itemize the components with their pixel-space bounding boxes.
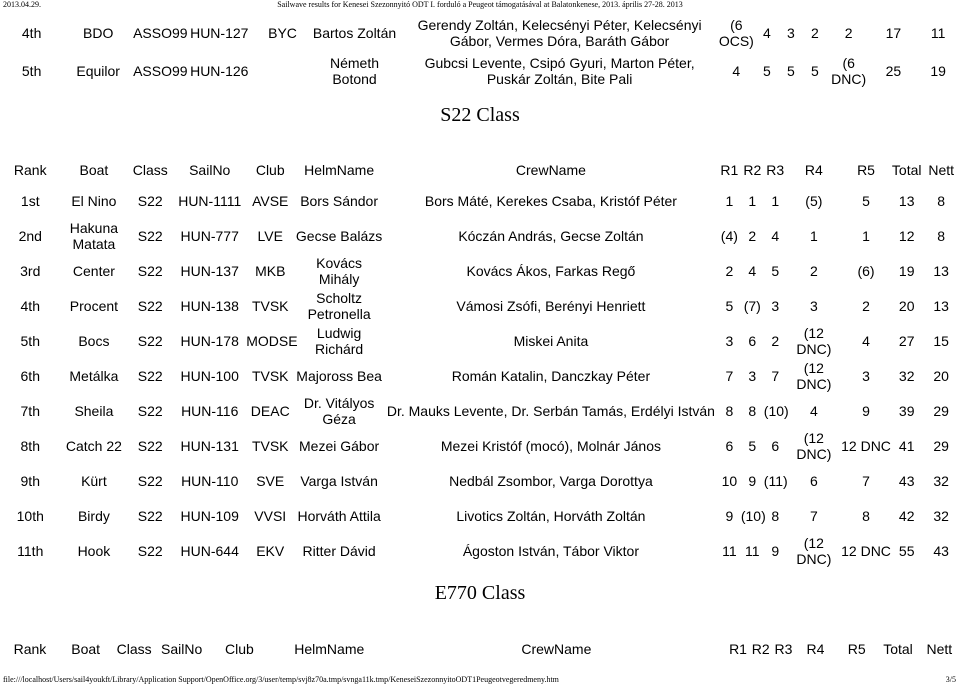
cell-helm: Ludwig Richárd: [314, 324, 364, 357]
cell-r2: 4: [762, 25, 771, 41]
cell-nett: 8: [937, 192, 946, 209]
col-rank: Rank: [13, 641, 47, 657]
cell-club: SVE: [256, 472, 285, 489]
cell-crew: Nedbál Zsombor, Varga Dorottya: [449, 472, 653, 489]
cell-boat: Hakuna Matata: [69, 219, 119, 252]
previous-class-table: [0, 14, 960, 90]
cell-r4: 2: [810, 25, 819, 41]
cell-nett: 15: [933, 332, 949, 349]
cell-rank: 2nd: [18, 227, 42, 244]
cell-helm: Majoross Bea: [296, 367, 382, 384]
cell-rank: 4th: [20, 297, 40, 314]
cell-nett: 32: [933, 472, 949, 489]
cell-boat: Equilor: [76, 63, 120, 79]
cell-club: AVSE: [252, 192, 289, 209]
cell-r2: 2: [748, 227, 757, 244]
cell-r3: 3: [771, 297, 780, 314]
cell-nett: 32: [933, 507, 949, 524]
cell-crew: Kovács Ákos, Farkas Regő: [466, 262, 636, 279]
cell-r1: (4): [720, 227, 738, 244]
s22-header-row: [0, 157, 960, 183]
cell-r4: 1: [809, 227, 818, 244]
cell-class: S22: [137, 507, 163, 524]
cell-sailno: HUN-1111: [178, 192, 242, 209]
cell-r4: (12 DNC): [796, 359, 832, 392]
cell-sailno: HUN-127: [190, 25, 249, 41]
cell-boat: Procent: [69, 297, 119, 314]
table-row: [0, 253, 960, 288]
cell-total: 43: [898, 472, 915, 489]
cell-r4: 4: [809, 402, 818, 419]
cell-sailno: HUN-137: [180, 262, 239, 279]
cell-r2: (10): [740, 507, 766, 524]
cell-rank: 4th: [21, 25, 42, 41]
s22-class-title: S22 Class: [440, 104, 520, 126]
cell-nett: 19: [930, 63, 946, 79]
cell-r2: 1: [748, 192, 757, 209]
cell-sailno: HUN-131: [180, 437, 239, 454]
table-row: [0, 358, 960, 393]
cell-sailno: HUN-644: [180, 542, 239, 559]
col-rank: Rank: [13, 162, 47, 178]
cell-boat: Sheila: [74, 402, 114, 419]
cell-total: 12: [898, 227, 915, 244]
cell-boat: BDO: [83, 25, 114, 41]
col-club: Club: [255, 162, 285, 178]
cell-helm: Németh Botond: [330, 55, 380, 87]
cell-helm: Dr. Vitályos Géza: [303, 394, 375, 427]
cell-boat: El Nino: [71, 192, 117, 209]
cell-r5: (6 DNC): [831, 55, 867, 87]
cell-total: 13: [898, 192, 915, 209]
cell-r2: 5: [748, 437, 757, 454]
cell-rank: 7th: [20, 402, 40, 419]
cell-total: 41: [898, 437, 915, 454]
cell-r1: 3: [725, 332, 734, 349]
cell-boat: Metálka: [69, 367, 119, 384]
cell-nett: 43: [933, 542, 949, 559]
cell-r3: 2: [771, 332, 780, 349]
cell-helm: Ritter Dávid: [302, 542, 376, 559]
cell-r1: 7: [725, 367, 734, 384]
page-number: 3/5: [945, 675, 956, 684]
cell-total: 55: [898, 542, 915, 559]
cell-r4: (12 DNC): [796, 324, 832, 357]
table-row: [0, 183, 960, 218]
cell-nett: 29: [933, 437, 949, 454]
cell-r1: 5: [725, 297, 734, 314]
cell-sailno: HUN-116: [181, 402, 239, 419]
cell-r2: 5: [762, 63, 771, 79]
cell-class: S22: [137, 472, 163, 489]
cell-rank: 5th: [20, 332, 40, 349]
cell-crew: Gerendy Zoltán, Kelecsényi Péter, Kelecsényi Gábor, Vermes Dóra, Baráth Gábor: [417, 17, 702, 49]
cell-crew: Livotics Zoltán, Horváth Zoltán: [456, 507, 646, 524]
cell-sailno: HUN-138: [180, 297, 239, 314]
cell-r1: 9: [725, 507, 734, 524]
cell-r3: (11): [763, 472, 788, 489]
table-row: [0, 288, 960, 323]
col-class: Class: [132, 162, 168, 178]
cell-club: MODSE: [246, 332, 298, 349]
table-row: [0, 463, 960, 498]
cell-sailno: HUN-110: [181, 472, 239, 489]
cell-r3: (10): [763, 402, 789, 419]
cell-r4: 3: [809, 297, 818, 314]
cell-helm: Mezei Gábor: [299, 437, 380, 454]
cell-r3: 8: [771, 507, 780, 524]
cell-r1: 6: [725, 437, 734, 454]
cell-r3: 1: [771, 192, 780, 209]
cell-total: 25: [885, 63, 902, 79]
col-r4: R4: [806, 641, 825, 657]
cell-r4: (12 DNC): [796, 534, 832, 567]
col-r5: R5: [847, 641, 866, 657]
s22-results-table: [0, 157, 960, 568]
cell-r2: 8: [748, 402, 757, 419]
cell-r3: 6: [771, 437, 780, 454]
cell-r5: 12 DNC: [841, 542, 891, 559]
cell-nett: 29: [933, 402, 949, 419]
cell-r3: 7: [771, 367, 780, 384]
cell-r5: 3: [862, 367, 870, 384]
cell-r2: 6: [748, 332, 757, 349]
e770-results-table: [0, 640, 960, 658]
cell-r5: (6): [857, 262, 875, 279]
cell-club: BYC: [268, 25, 297, 41]
table-row: [0, 14, 960, 52]
cell-crew: Gubcsi Levente, Csipó Gyuri, Marton Péter, Puskár Zoltán, Bite Pali: [424, 55, 695, 87]
cell-total: 20: [898, 297, 915, 314]
cell-helm: Bors Sándor: [300, 192, 379, 209]
cell-class: S22: [137, 297, 163, 314]
cell-r3: 9: [771, 542, 780, 559]
cell-r1: (6 OCS): [718, 17, 754, 49]
cell-crew: Dr. Mauks Levente, Dr. Serbán Tamás, Erdélyi István: [386, 402, 715, 419]
cell-boat: Kürt: [81, 472, 107, 489]
cell-r5: 7: [862, 472, 870, 489]
cell-rank: 6th: [20, 367, 40, 384]
cell-helm: Kovács Mihály: [316, 254, 363, 287]
print-title: Sailwave results for Kenesei Szezonnyitó ODT I. forduló a Peugeot támogatásával at Balatonkenese, 2013. április 27-28. 2013: [277, 0, 683, 9]
cell-class: S22: [137, 542, 163, 559]
table-row: [0, 323, 960, 358]
cell-crew: Ágoston István, Tábor Viktor: [462, 542, 639, 559]
col-r4: R4: [804, 162, 823, 178]
cell-crew: Miskei Anita: [513, 332, 589, 349]
cell-r4: 6: [809, 472, 818, 489]
cell-r1: 1: [725, 192, 734, 209]
cell-total: 39: [898, 402, 915, 419]
cell-r1: 8: [725, 402, 734, 419]
col-sailno: SailNo: [161, 641, 203, 657]
col-sailno: SailNo: [189, 162, 231, 178]
cell-total: 42: [898, 507, 915, 524]
cell-club: [257, 52, 307, 90]
col-boat: Boat: [79, 162, 109, 178]
cell-nett: 8: [937, 227, 946, 244]
col-r5: R5: [857, 162, 875, 178]
cell-class: S22: [137, 437, 163, 454]
cell-crew: Román Katalin, Danczkay Péter: [451, 367, 651, 384]
cell-class: S22: [137, 227, 163, 244]
cell-r4: (12 DNC): [796, 429, 832, 462]
cell-r3: 4: [771, 227, 780, 244]
cell-r4: 7: [809, 507, 818, 524]
col-r1: R1: [729, 641, 747, 657]
col-r2: R2: [743, 162, 762, 178]
cell-class: S22: [137, 332, 163, 349]
col-crew: CrewName: [521, 641, 592, 657]
cell-r5: 2: [862, 297, 870, 314]
cell-r2: 4: [748, 262, 757, 279]
cell-boat: Catch 22: [65, 437, 122, 454]
cell-club: LVE: [257, 227, 283, 244]
cell-boat: Center: [72, 262, 115, 279]
cell-helm: Scholtz Petronella: [307, 289, 371, 322]
cell-club: TVSK: [251, 437, 289, 454]
cell-boat: Birdy: [77, 507, 110, 524]
cell-r1: 2: [725, 262, 734, 279]
file-path: file:///localhost/Users/sail4youkft/Library/Application Support/OpenOffice.org/3/user/temp/svj8z70a.tmp/svnga11k.tmp/KeneseiSzezonnyitoODT1Peugeotvegeredmeny.htm: [3, 675, 559, 684]
cell-nett: 11: [930, 25, 946, 41]
cell-r4: 2: [809, 262, 818, 279]
e770-header-row: [0, 640, 960, 658]
cell-boat: Hook: [77, 542, 111, 559]
cell-r2: 9: [748, 472, 757, 489]
table-row: [0, 498, 960, 533]
cell-total: 17: [885, 25, 902, 41]
col-club: Club: [225, 641, 254, 657]
cell-nett: 20: [933, 367, 949, 384]
cell-r2: 11: [745, 542, 760, 559]
cell-sailno: HUN-777: [180, 227, 239, 244]
cell-r3: 3: [786, 25, 795, 41]
cell-r3: 5: [771, 262, 780, 279]
cell-club: DEAC: [250, 402, 290, 419]
cell-helm: Varga István: [300, 472, 378, 489]
page-footer: [0, 674, 960, 685]
table-row: [0, 218, 960, 253]
cell-sailno: HUN-109: [180, 507, 239, 524]
table-row: [0, 393, 960, 428]
cell-total: 19: [898, 262, 915, 279]
cell-nett: 13: [933, 297, 949, 314]
cell-boat: Bocs: [78, 332, 110, 349]
col-total: Total: [883, 641, 913, 657]
cell-r5: 5: [862, 192, 870, 209]
col-r3: R3: [774, 641, 793, 657]
cell-class: ASSO99: [133, 63, 188, 79]
cell-nett: 13: [933, 262, 949, 279]
cell-rank: 3rd: [20, 262, 41, 279]
cell-r5: 8: [862, 507, 870, 524]
cell-crew: Bors Máté, Kerekes Csaba, Kristóf Péter: [424, 192, 677, 209]
cell-club: TVSK: [251, 367, 289, 384]
cell-class: S22: [137, 402, 163, 419]
print-date: 2013.04.29.: [3, 0, 41, 9]
cell-r5: 1: [862, 227, 870, 244]
cell-total: 32: [898, 367, 915, 384]
col-helm: HelmName: [304, 162, 375, 178]
cell-rank: 10th: [16, 507, 44, 524]
col-boat: Boat: [71, 641, 101, 657]
cell-sailno: HUN-178: [180, 332, 239, 349]
cell-sailno: HUN-126: [190, 63, 249, 79]
cell-rank: 8th: [20, 437, 40, 454]
cell-r2: (7): [743, 297, 761, 314]
col-helm: HelmName: [294, 641, 365, 657]
cell-sailno: HUN-100: [180, 367, 239, 384]
cell-class: S22: [137, 367, 163, 384]
cell-crew: Mezei Kristóf (mocó), Molnár János: [440, 437, 662, 454]
cell-rank: 5th: [21, 63, 42, 79]
cell-class: ASSO99: [133, 25, 188, 41]
cell-rank: 11th: [17, 542, 44, 559]
cell-club: VVSI: [254, 507, 287, 524]
cell-crew: Vámosi Zsófi, Berényi Henriett: [456, 297, 646, 314]
col-r3: R3: [766, 162, 785, 178]
table-row: [0, 52, 960, 90]
col-r2: R2: [751, 641, 770, 657]
cell-rank: 1st: [20, 192, 40, 209]
col-nett: Nett: [926, 641, 953, 657]
cell-r4: 5: [810, 63, 819, 79]
cell-r1: 11: [722, 542, 737, 559]
cell-helm: Gecse Balázs: [295, 227, 383, 244]
col-total: Total: [891, 162, 922, 178]
cell-r4: (5): [805, 192, 823, 209]
cell-r2: 3: [748, 367, 757, 384]
cell-r5: 4: [862, 332, 870, 349]
cell-helm: Bartos Zoltán: [312, 25, 397, 41]
col-nett: Nett: [928, 162, 955, 178]
cell-r3: 5: [786, 63, 795, 79]
cell-r5: 9: [862, 402, 870, 419]
table-row: [0, 533, 960, 568]
cell-club: MKB: [255, 262, 286, 279]
cell-total: 27: [898, 332, 915, 349]
cell-r1: 4: [732, 63, 741, 79]
cell-class: S22: [137, 262, 163, 279]
cell-r1: 10: [721, 472, 738, 489]
col-r1: R1: [720, 162, 739, 178]
cell-r5: 2: [844, 25, 853, 41]
cell-r5: 12 DNC: [841, 437, 891, 454]
table-row: [0, 428, 960, 463]
col-crew: CrewName: [515, 162, 586, 178]
cell-helm: Horváth Attila: [297, 507, 381, 524]
cell-rank: 9th: [20, 472, 40, 489]
cell-class: S22: [137, 192, 163, 209]
page-header: [0, 0, 960, 10]
cell-crew: Kóczán András, Gecse Zoltán: [458, 227, 644, 244]
e770-class-title: E770 Class: [434, 582, 526, 604]
cell-club: EKV: [256, 542, 285, 559]
cell-club: TVSK: [251, 297, 289, 314]
col-class: Class: [116, 641, 152, 657]
